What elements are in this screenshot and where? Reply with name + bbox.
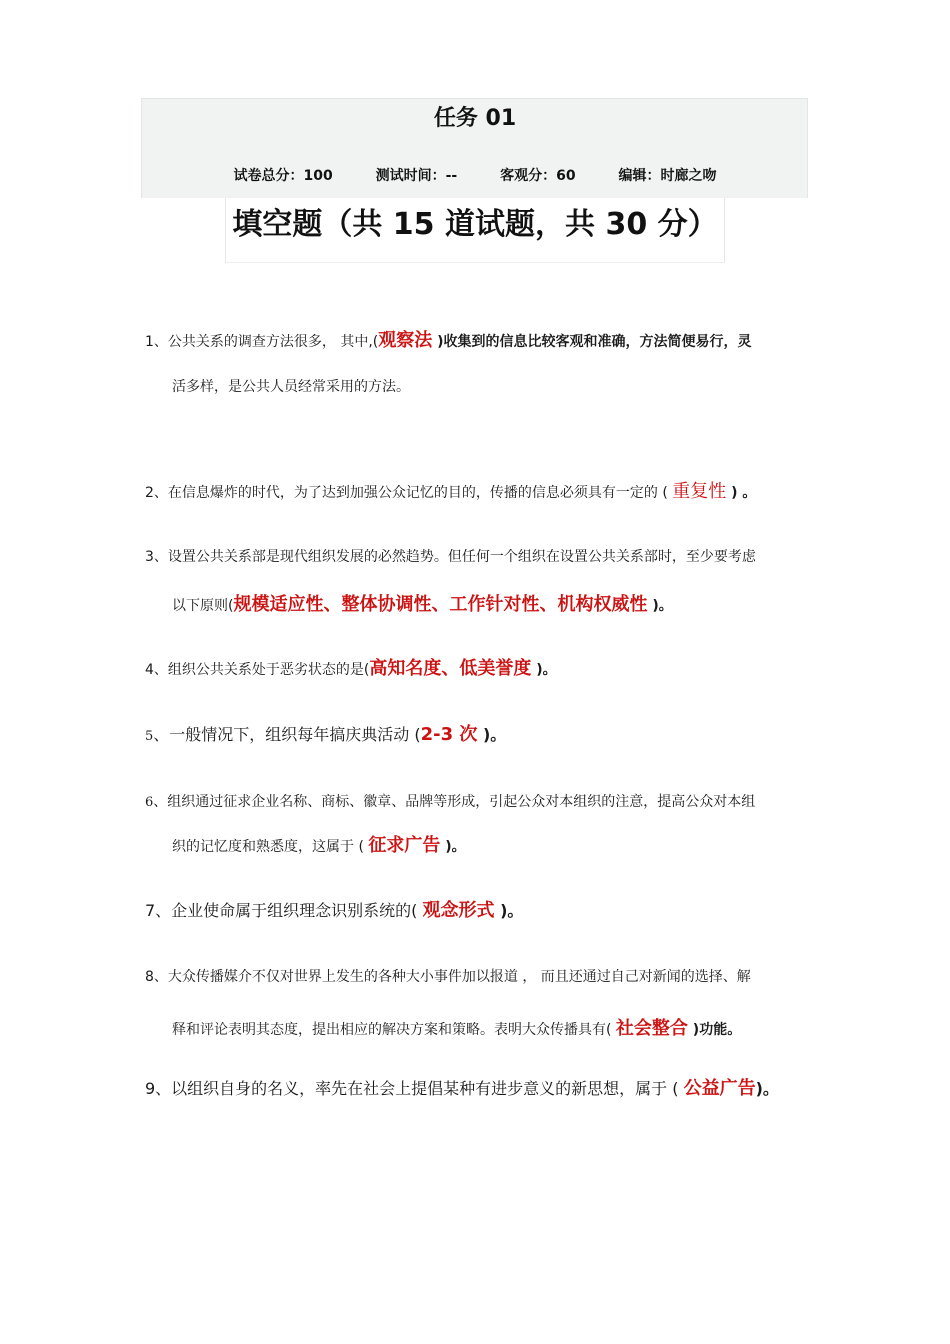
objective-score: 客观分：60 xyxy=(500,168,576,184)
answer-5: 2-3 次 xyxy=(420,724,478,745)
answer-9: 公益广告 xyxy=(683,1078,756,1099)
question-5: 5、一般情况下，组织每年搞庆典活动 (2-3 次 )。 xyxy=(145,724,507,745)
question-9: 9、以组织自身的名义，率先在社会上提倡某种有进步意义的新思想，属于 ( 公益广告)。 xyxy=(145,1078,779,1099)
test-time: 测试时间：-- xyxy=(375,168,458,184)
question-6: 6、组织通过征求企业名称、商标、徽章、品牌等形成，引起公众对本组织的注意，提高公众对本组 织的记忆度和熟悉度，这属于 ( 征求广告 )。 xyxy=(145,794,756,856)
question-7: 7、企业使命属于组织理念识别系统的( 观念形式 )。 xyxy=(145,900,524,921)
exam-meta xyxy=(0,165,950,185)
answer-8: 社会整合 xyxy=(615,1018,688,1039)
answer-6: 征求广告 xyxy=(368,835,441,856)
section-title: 填空题（共 15 道试题，共 30 分） xyxy=(232,207,718,242)
question-2: 2、在信息爆炸的时代，为了达到加强公众记忆的目的，传播的信息必须具有一定的 ( 重复性 ) 。 xyxy=(145,481,757,502)
answer-7: 观念形式 xyxy=(422,900,495,921)
question-1: 1、公共关系的调查方法很多， 其中,(观察法 )收集到的信息比较客观和准确，方法简便易行，灵 活多样，是公共人员经常采用的方法。 xyxy=(145,330,752,395)
answer-4: 高知名度、低美誉度 xyxy=(369,658,532,679)
question-4: 4、组织公共关系处于恶劣状态的是(高知名度、低美誉度 )。 xyxy=(145,658,557,679)
answer-3: 规模适应性、整体协调性、工作针对性、机构权威性 xyxy=(233,594,648,615)
answer-2: 重复性 xyxy=(672,481,727,502)
answer-1: 观察法 xyxy=(378,330,433,351)
editor: 编辑：时廊之吻 xyxy=(618,168,717,184)
task-title: 任务 01 xyxy=(433,106,517,131)
question-3: 3、设置公共关系部是现代组织发展的必然趋势。但任何一个组织在设置公共关系部时，至少要考虑 以下原则(规模适应性、整体协调性、工作针对性、机构权威性 )。 xyxy=(145,549,756,615)
total-score: 试卷总分：100 xyxy=(233,168,333,184)
question-8: 8、大众传播媒介不仅对世界上发生的各种大小事件加以报道 ， 而且还通过自己对新闻的选择、解 释和评论表明其态度，提出相应的解决方案和策略。表明大众传播具有( 社会整合 )功能。 xyxy=(145,969,751,1039)
